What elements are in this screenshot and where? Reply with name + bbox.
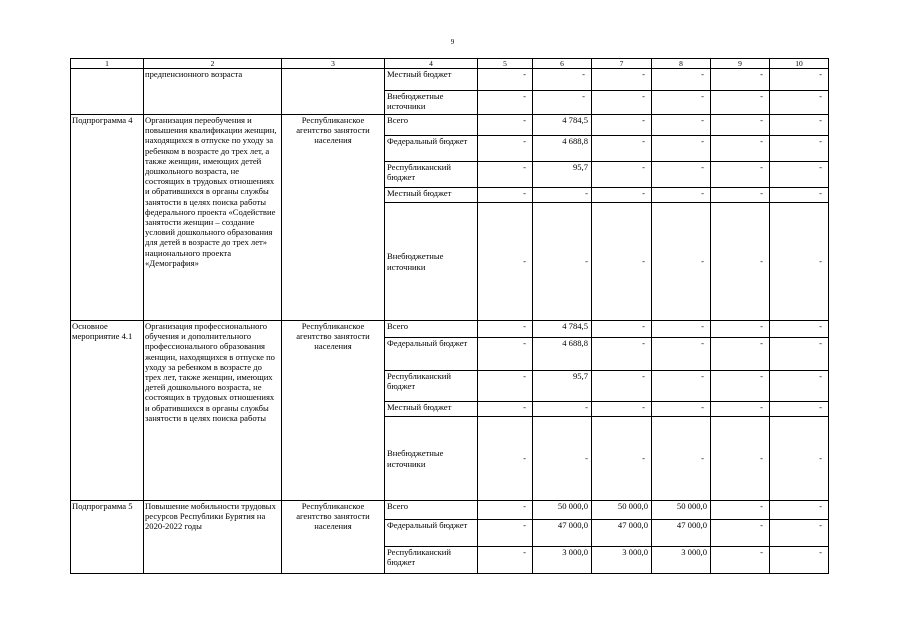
value-cell: - xyxy=(592,91,652,115)
value-cell: 3 000,0 xyxy=(533,547,592,574)
value-cell: - xyxy=(478,338,533,371)
value-cell: 47 000,0 xyxy=(652,520,711,547)
value-cell: 4 688,8 xyxy=(533,136,592,162)
value-cell: - xyxy=(592,338,652,371)
value-cell: 47 000,0 xyxy=(592,520,652,547)
value-cell: - xyxy=(652,417,711,501)
value-cell: - xyxy=(770,188,829,203)
value-cell: - xyxy=(711,203,770,321)
page-number: 9 xyxy=(450,38,455,46)
value-cell: - xyxy=(478,321,533,338)
value-cell: - xyxy=(652,162,711,188)
value-cell: - xyxy=(652,338,711,371)
budget-table xyxy=(70,58,829,574)
executor-cell xyxy=(282,69,385,115)
value-cell: - xyxy=(711,69,770,91)
funding-source: Федеральный бюджет xyxy=(385,136,478,162)
value-cell: 50 000,0 xyxy=(592,501,652,520)
value-cell: - xyxy=(533,417,592,501)
value-cell: - xyxy=(478,136,533,162)
executor-cell: Республиканское агентство занятости населения xyxy=(282,321,385,501)
column-header: 1 xyxy=(71,59,144,69)
funding-source: Местный бюджет xyxy=(385,69,478,91)
column-header: 3 xyxy=(282,59,385,69)
value-cell: - xyxy=(478,69,533,91)
value-cell: - xyxy=(533,188,592,203)
value-cell: - xyxy=(592,162,652,188)
value-cell: - xyxy=(711,162,770,188)
column-header: 2 xyxy=(144,59,282,69)
funding-source: Федеральный бюджет xyxy=(385,520,478,547)
value-cell: - xyxy=(592,417,652,501)
funding-source: Внебюджетные источники xyxy=(385,91,478,115)
value-cell: - xyxy=(711,417,770,501)
value-cell: - xyxy=(770,69,829,91)
value-cell: - xyxy=(711,520,770,547)
funding-source: Местный бюджет xyxy=(385,402,478,417)
program-name-cell: Организация профессионального обучения и дополнительного профессионального образования женщин, находящихся в отпуске по уходу за ребенком в возрасте до трех лет, также женщин, имеющих детей дошкольного возраста, не состоящих в трудовых отношениях и обратившихся в органы службы занятости в целях поиска работы xyxy=(144,321,282,501)
funding-source: Внебюджетные источники xyxy=(385,417,478,501)
value-cell: - xyxy=(652,69,711,91)
program-code-cell: Основное мероприятие 4.1 xyxy=(71,321,144,501)
value-cell: - xyxy=(770,501,829,520)
value-cell: - xyxy=(478,115,533,136)
value-cell: 50 000,0 xyxy=(533,501,592,520)
value-cell: - xyxy=(533,91,592,115)
value-cell: - xyxy=(770,321,829,338)
program-code-cell: Подпрограмма 5 xyxy=(71,501,144,574)
value-cell: - xyxy=(478,402,533,417)
executor-cell: Республиканское агентство занятости населения xyxy=(282,501,385,574)
value-cell: - xyxy=(652,321,711,338)
value-cell: - xyxy=(478,91,533,115)
value-cell: - xyxy=(533,203,592,321)
value-cell: - xyxy=(652,188,711,203)
funding-source: Республиканский бюджет xyxy=(385,162,478,188)
value-cell: - xyxy=(478,188,533,203)
value-cell: - xyxy=(711,338,770,371)
program-name-cell: Повышение мобильности трудовых ресурсов Республики Бурятия на 2020-2022 годы xyxy=(144,501,282,574)
value-cell: - xyxy=(592,402,652,417)
value-cell: 4 784,5 xyxy=(533,115,592,136)
program-name-cell: предпенсионного возраста xyxy=(144,69,282,115)
funding-source: Всего xyxy=(385,501,478,520)
value-cell: - xyxy=(711,115,770,136)
value-cell: - xyxy=(770,91,829,115)
value-cell: 95,7 xyxy=(533,162,592,188)
value-cell: - xyxy=(770,338,829,371)
value-cell: - xyxy=(770,417,829,501)
value-cell: - xyxy=(770,547,829,574)
value-cell: 3 000,0 xyxy=(652,547,711,574)
value-cell: - xyxy=(652,203,711,321)
value-cell: - xyxy=(478,203,533,321)
value-cell: 3 000,0 xyxy=(592,547,652,574)
value-cell: - xyxy=(652,136,711,162)
value-cell: - xyxy=(592,69,652,91)
value-cell: 4 688,8 xyxy=(533,338,592,371)
table-row xyxy=(71,115,829,136)
value-cell: - xyxy=(770,115,829,136)
column-header: 8 xyxy=(652,59,711,69)
column-header: 9 xyxy=(711,59,770,69)
value-cell: - xyxy=(770,162,829,188)
funding-source: Республиканский бюджет xyxy=(385,371,478,402)
value-cell: 50 000,0 xyxy=(652,501,711,520)
value-cell: - xyxy=(652,402,711,417)
program-name-cell: Организация переобучения и повышения квалификации женщин, находящихся в отпуске по уходу за ребенком в возрасте до трех лет, а также женщин, имеющих детей дошкольного возраста, не состоящих в трудовых отношениях и обратившихся в органы службы занятости в целях поиска работы федерального проекта «Содействие занятости женщин – создание условий дошкольного образования для детей в возрасте до трех лет» национального проекта «Демография» xyxy=(144,115,282,321)
value-cell: - xyxy=(592,115,652,136)
table-row xyxy=(71,69,829,91)
value-cell: - xyxy=(770,371,829,402)
funding-source: Всего xyxy=(385,321,478,338)
column-header: 5 xyxy=(478,59,533,69)
value-cell: 95,7 xyxy=(533,371,592,402)
value-cell: - xyxy=(770,136,829,162)
value-cell: - xyxy=(711,402,770,417)
value-cell: - xyxy=(592,321,652,338)
column-number-row xyxy=(71,59,829,69)
funding-source: Местный бюджет xyxy=(385,188,478,203)
value-cell: 47 000,0 xyxy=(533,520,592,547)
value-cell: - xyxy=(711,91,770,115)
value-cell: - xyxy=(711,547,770,574)
value-cell: - xyxy=(478,417,533,501)
value-cell: - xyxy=(711,371,770,402)
value-cell: - xyxy=(652,91,711,115)
value-cell: - xyxy=(478,520,533,547)
value-cell: - xyxy=(592,371,652,402)
value-cell: 4 784,5 xyxy=(533,321,592,338)
value-cell: - xyxy=(711,501,770,520)
funding-source: Внебюджетные источники xyxy=(385,203,478,321)
value-cell: - xyxy=(770,203,829,321)
value-cell: - xyxy=(770,520,829,547)
value-cell: - xyxy=(478,371,533,402)
value-cell: - xyxy=(478,501,533,520)
value-cell: - xyxy=(592,136,652,162)
column-header: 4 xyxy=(385,59,478,69)
value-cell: - xyxy=(533,402,592,417)
value-cell: - xyxy=(652,115,711,136)
value-cell: - xyxy=(533,69,592,91)
column-header: 6 xyxy=(533,59,592,69)
value-cell: - xyxy=(652,371,711,402)
program-code-cell: Подпрограмма 4 xyxy=(71,115,144,321)
column-header: 10 xyxy=(770,59,829,69)
funding-source: Федеральный бюджет xyxy=(385,338,478,371)
value-cell: - xyxy=(770,402,829,417)
column-header: 7 xyxy=(592,59,652,69)
value-cell: - xyxy=(592,203,652,321)
executor-cell: Республиканское агентство занятости населения xyxy=(282,115,385,321)
funding-source: Всего xyxy=(385,115,478,136)
table-row xyxy=(71,321,829,338)
table-row xyxy=(71,501,829,520)
value-cell: - xyxy=(478,162,533,188)
value-cell: - xyxy=(711,136,770,162)
value-cell: - xyxy=(711,188,770,203)
funding-source: Республиканский бюджет xyxy=(385,547,478,574)
value-cell: - xyxy=(592,188,652,203)
value-cell: - xyxy=(478,547,533,574)
value-cell: - xyxy=(711,321,770,338)
program-code-cell xyxy=(71,69,144,115)
